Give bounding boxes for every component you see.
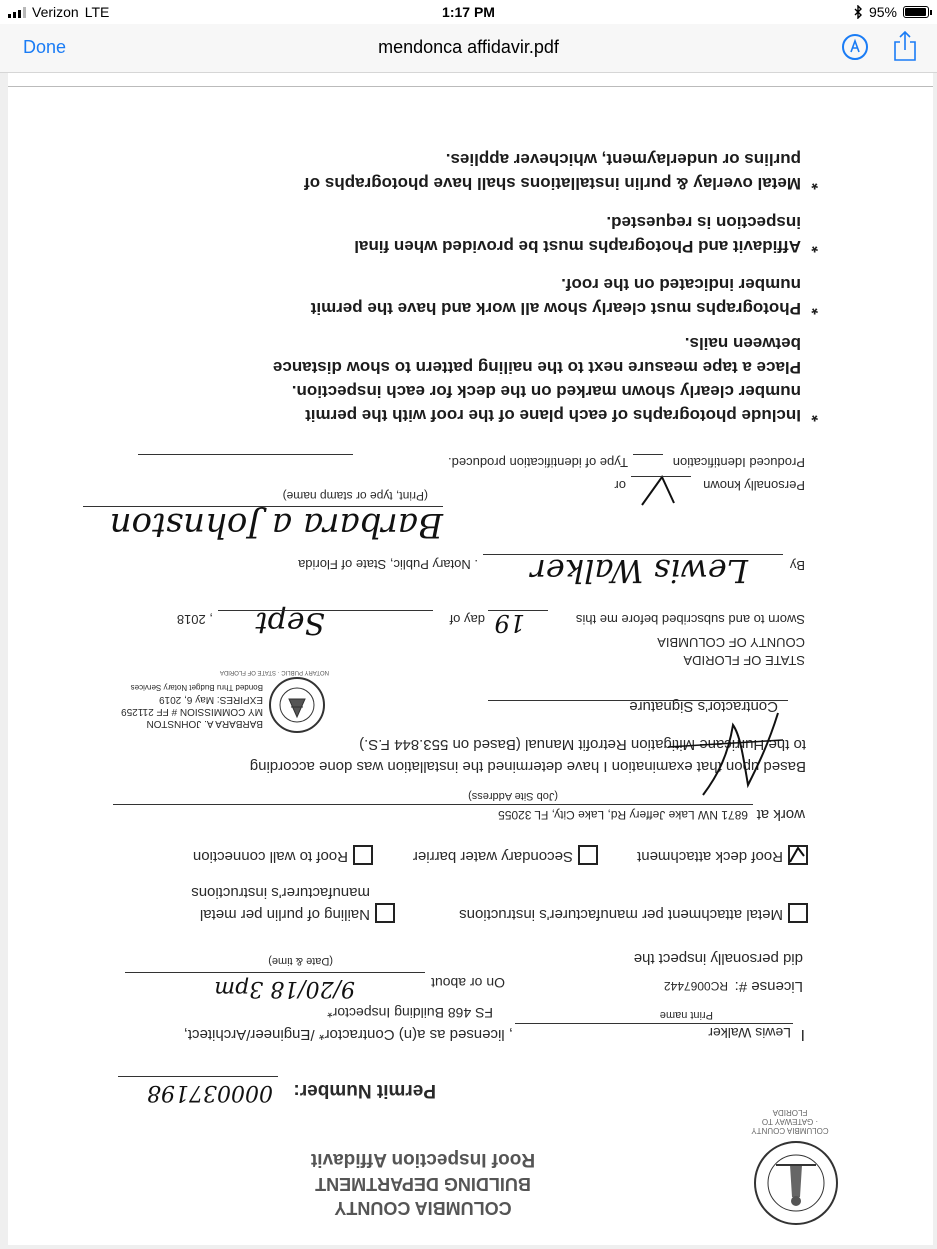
inspector-name: Lewis Walker	[708, 1025, 791, 1041]
share-icon[interactable]	[893, 30, 917, 62]
permit-line	[118, 1076, 278, 1077]
instruction-1-line-2: number clearly shown marked on the deck for each inspection.	[291, 382, 801, 401]
document-title: mendonca affidavir.pdf	[378, 37, 559, 57]
inspector-prefix: I	[800, 1026, 805, 1043]
instruction-1-line-3: Place a tape measure next to the nailing pattern to show distance	[272, 358, 801, 377]
address-caption: (Job Site Address)	[468, 790, 558, 802]
status-right	[854, 4, 929, 20]
instruction-4-line-1: Metal overlay & purlin installations shall have photographs of	[304, 174, 801, 193]
notary-seal	[269, 677, 325, 733]
label-roof-deck: Roof deck attachment	[637, 848, 783, 865]
day-line	[488, 610, 548, 611]
contractor-signature	[658, 705, 788, 805]
header-county: COLUMBIA COUNTY	[334, 1198, 512, 1218]
instruction-4-star: *	[811, 174, 818, 193]
day-suffix: day of	[449, 612, 485, 627]
date-line	[125, 972, 425, 973]
pdf-page	[8, 73, 933, 1245]
clock: 1:17 PM	[442, 4, 495, 20]
status-bar	[0, 0, 937, 24]
type-of-id: Type of identification produced.	[448, 455, 628, 470]
instruction-1-star: *	[811, 406, 818, 425]
instruction-2-line-2: number indicated on the roof.	[561, 275, 801, 294]
by-line	[483, 554, 783, 555]
page-bottom-rule	[8, 86, 933, 87]
permit-label: Permit Number:	[293, 1080, 436, 1101]
notary-public-label: . Notary Public, State of Florida	[298, 557, 478, 572]
or-label: or	[614, 478, 626, 493]
checkmark-icon	[787, 845, 807, 865]
label-purlin-nailing-2: manufacturer's instructions	[191, 884, 370, 901]
label-roof-wall: Roof to wall connection	[192, 848, 348, 865]
permit-number: 000037198	[147, 1080, 273, 1105]
checkbox-metal-attachment[interactable]	[788, 903, 808, 923]
carrier-name: Verizon	[32, 4, 79, 20]
fs-note: FS 468 Building Inspector*	[327, 1005, 493, 1021]
network-type: LTE	[84, 4, 110, 20]
instruction-1-line-1: Include photographs of each plane of the roof with the permit	[305, 406, 801, 425]
notary-seal-ring: NOTARY PUBLIC · STATE OF FLORIDA	[219, 669, 329, 675]
header-department: BUILDING DEPARTMENT	[315, 1174, 531, 1194]
sworn-month: Sept	[255, 605, 325, 640]
statement-line-1: Based upon that examination I have determined the installation was done according	[249, 758, 806, 775]
notary-state: STATE OF FLORIDA	[683, 653, 805, 668]
notary-signature-line	[83, 506, 443, 507]
checkbox-water-barrier[interactable]	[578, 845, 598, 865]
inspector-name-line	[515, 1023, 793, 1024]
contractor-signature-label: Contractor's Signature	[629, 698, 778, 715]
sworn-year: , 2018	[176, 612, 213, 627]
notary-signature: Barbara a Johnston	[109, 505, 443, 545]
on-or-about: On or about	[431, 975, 505, 991]
did-inspect: did personally inspect the	[633, 950, 803, 967]
work-at-label: work at	[756, 806, 805, 823]
print-type-caption: (Print, type or stamp name)	[282, 489, 428, 503]
license-number: RC0067442	[663, 979, 728, 993]
statement-line-2: to the Hurricane Mitigation Retrofit Manual (Based on 553.844 F.S.)	[359, 736, 806, 753]
battery-percent: 95%	[868, 4, 897, 20]
address-line	[113, 804, 753, 805]
bluetooth-icon	[854, 5, 863, 19]
instruction-3-line-1: Affidavit and Photographs must be provided when final	[354, 237, 801, 256]
instruction-3-line-2: inspection is requested.	[606, 213, 801, 232]
personally-known: Personally known	[703, 478, 805, 493]
checkbox-purlin-nailing[interactable]	[375, 903, 395, 923]
personally-known-line	[631, 476, 691, 477]
county-seal-text: COLUMBIA COUNTY · GATEWAY TO FLORIDA	[751, 1108, 829, 1135]
header-title: Roof Inspection Affidavit	[310, 1149, 536, 1170]
checkbox-roof-wall[interactable]	[353, 845, 373, 865]
date-caption: (Date & time)	[268, 955, 333, 967]
battery-icon	[903, 6, 929, 18]
notary-expires: EXPIRES: May 6, 2019	[159, 694, 263, 705]
inspection-date: 9/20/18 3pm	[214, 976, 355, 1001]
notary-county: COUNTY OF COLUMBIA	[657, 635, 805, 650]
affidavit-document	[8, 73, 933, 1245]
markup-icon[interactable]	[842, 34, 868, 60]
sworn-prefix: Sworn to and subscribed before me this	[575, 612, 805, 627]
county-seal	[751, 1108, 838, 1225]
notary-name: BARBARA A. JOHNSTON	[146, 718, 263, 729]
label-purlin-nailing-1: Nailing of purlin per metal	[199, 906, 370, 923]
licensed-as: , licensed as a(n) Contractor* /Engineer/Architect,	[183, 1026, 513, 1043]
notary-commission: MY COMMISSION # FF 211259	[121, 706, 263, 717]
by-name: Lewis Walker	[530, 552, 748, 590]
print-name-caption: Print name	[659, 1009, 713, 1021]
instruction-1-line-4: between nails.	[684, 334, 801, 353]
instruction-2-line-1: Photographs must clearly show all work and have the permit	[310, 299, 801, 318]
type-of-id-line	[138, 454, 353, 455]
done-button[interactable]: Done	[23, 37, 67, 57]
notary-bonded: Bonded Thru Budget Notary Services	[130, 683, 263, 692]
month-line	[218, 610, 433, 611]
produced-id: Produced Identification	[672, 455, 805, 470]
license-label: License #:	[734, 978, 803, 995]
instruction-4-line-2: purlins or underlayment, whichever applies.	[445, 150, 801, 169]
pdf-viewer[interactable]	[0, 73, 937, 1249]
label-metal-attachment: Metal attachment per manufacturer's instructions	[459, 906, 783, 923]
instruction-2-star: *	[811, 299, 818, 318]
navigation-bar	[0, 24, 937, 73]
produced-id-line	[633, 454, 663, 455]
label-water-barrier: Secondary water barrier	[412, 848, 573, 865]
by-label: By	[789, 558, 805, 573]
job-site-address: 6871 NW Lake Jeffery Rd, Lake City, FL 32055	[498, 808, 748, 822]
instruction-3-star: *	[811, 237, 818, 256]
sworn-day: 19	[494, 609, 525, 637]
